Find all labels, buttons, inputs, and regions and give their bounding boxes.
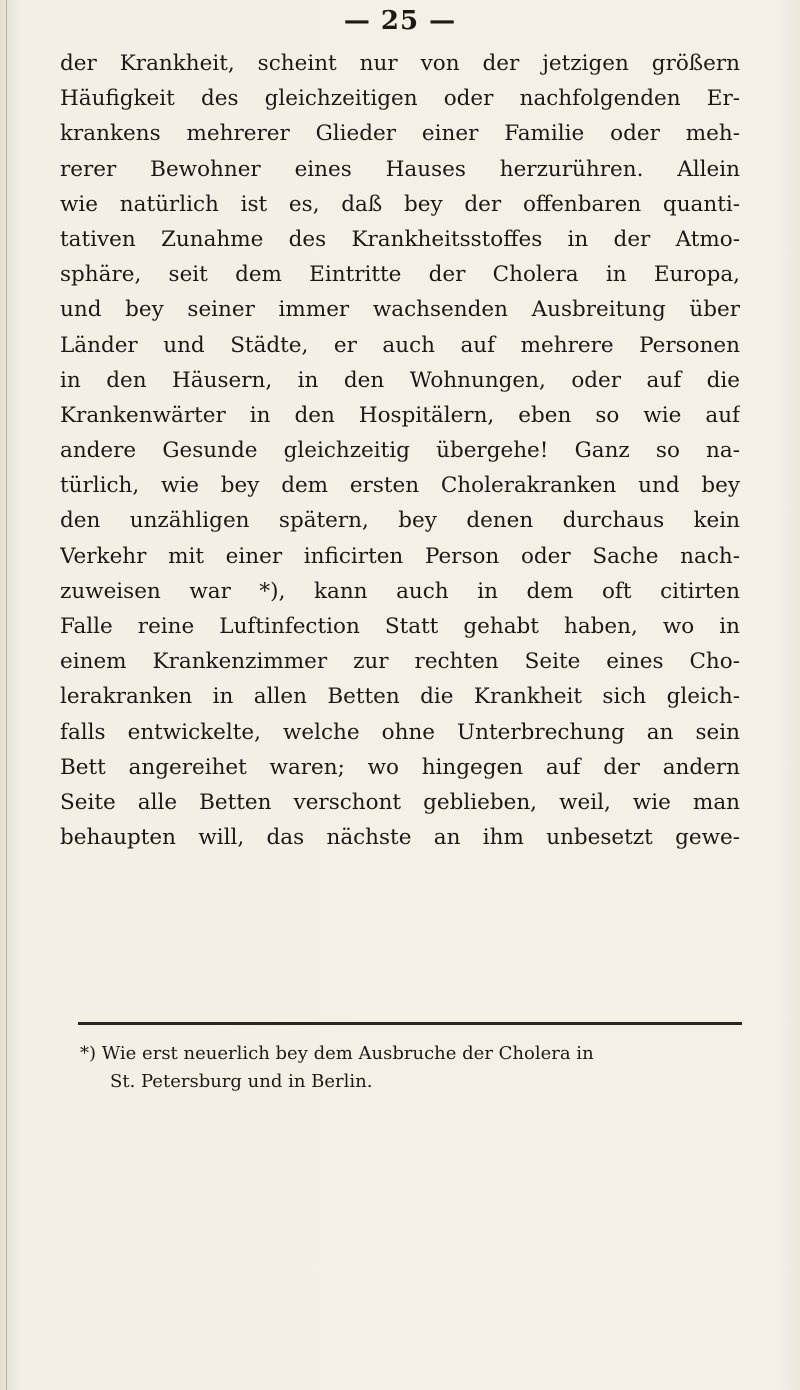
text-line: Verkehr mit einer inficirten Person oder Sache nach-: [60, 543, 740, 569]
text-line: in den Häusern, in den Wohnungen, oder auf die: [60, 367, 740, 393]
page-edge: [6, 0, 7, 1390]
text-line: andere Gesunde gleichzeitig übergehe! Ganz so na-: [60, 438, 740, 464]
text-line: einem Krankenzimmer zur rechten Seite eines Cho-: [60, 649, 740, 675]
text-line: Länder und Städte, er auch auf mehrere Personen: [60, 332, 740, 358]
text-line: den unzähligen spätern, bey denen durchaus kein: [60, 508, 740, 534]
text-line: türlich, wie bey dem ersten Cholerakranken und bey: [60, 473, 740, 499]
body-text: [60, 46, 740, 855]
footnote-line: St. Petersburg und in Berlin.: [110, 1071, 373, 1092]
text-line: falls entwickelte, welche ohne Unterbrechung an sein: [60, 719, 740, 745]
text-line: der Krankheit, scheint nur von der jetzigen größern: [60, 51, 740, 76]
text-line: Falle reine Luftinfection Statt gehabt haben, wo in: [60, 614, 740, 639]
text-line: behaupten will, das nächste an ihm unbesetzt gewe-: [60, 825, 740, 851]
text-line: Seite alle Betten verschont geblieben, weil, wie man: [60, 789, 740, 815]
text-line: tativen Zunahme des Krankheitsstoffes in der Atmo-: [60, 226, 740, 252]
text-line: Häufigkeit des gleichzeitigen oder nachfolgenden Er-: [60, 86, 740, 112]
text-line: zuweisen war *), kann auch in dem oft citirten: [60, 578, 740, 604]
text-line: wie natürlich ist es, daß bey der offenbaren quanti-: [60, 191, 740, 217]
text-line: lerakranken in allen Betten die Krankheit sich gleich-: [60, 684, 740, 710]
footnote-rule: [78, 1022, 742, 1025]
text-line: und bey seiner immer wachsenden Ausbreitung über: [60, 297, 740, 323]
page-number: — 25 —: [343, 6, 457, 36]
text-line: krankens mehrerer Glieder einer Familie oder meh-: [60, 121, 740, 147]
text-line: Krankenwärter in den Hospitälern, eben so wie auf: [60, 402, 740, 428]
text-line: Bett angereihet waren; wo hingegen auf der andern: [60, 754, 740, 780]
footnote: [80, 1040, 740, 1096]
text-line: sphäre, seit dem Eintritte der Cholera in Europa,: [60, 262, 740, 288]
text-line: rerer Bewohner eines Hauses herzurühren. Allein: [60, 156, 740, 182]
footnote-line: *) Wie erst neuerlich bey dem Ausbruche der Cholera in: [80, 1043, 594, 1064]
